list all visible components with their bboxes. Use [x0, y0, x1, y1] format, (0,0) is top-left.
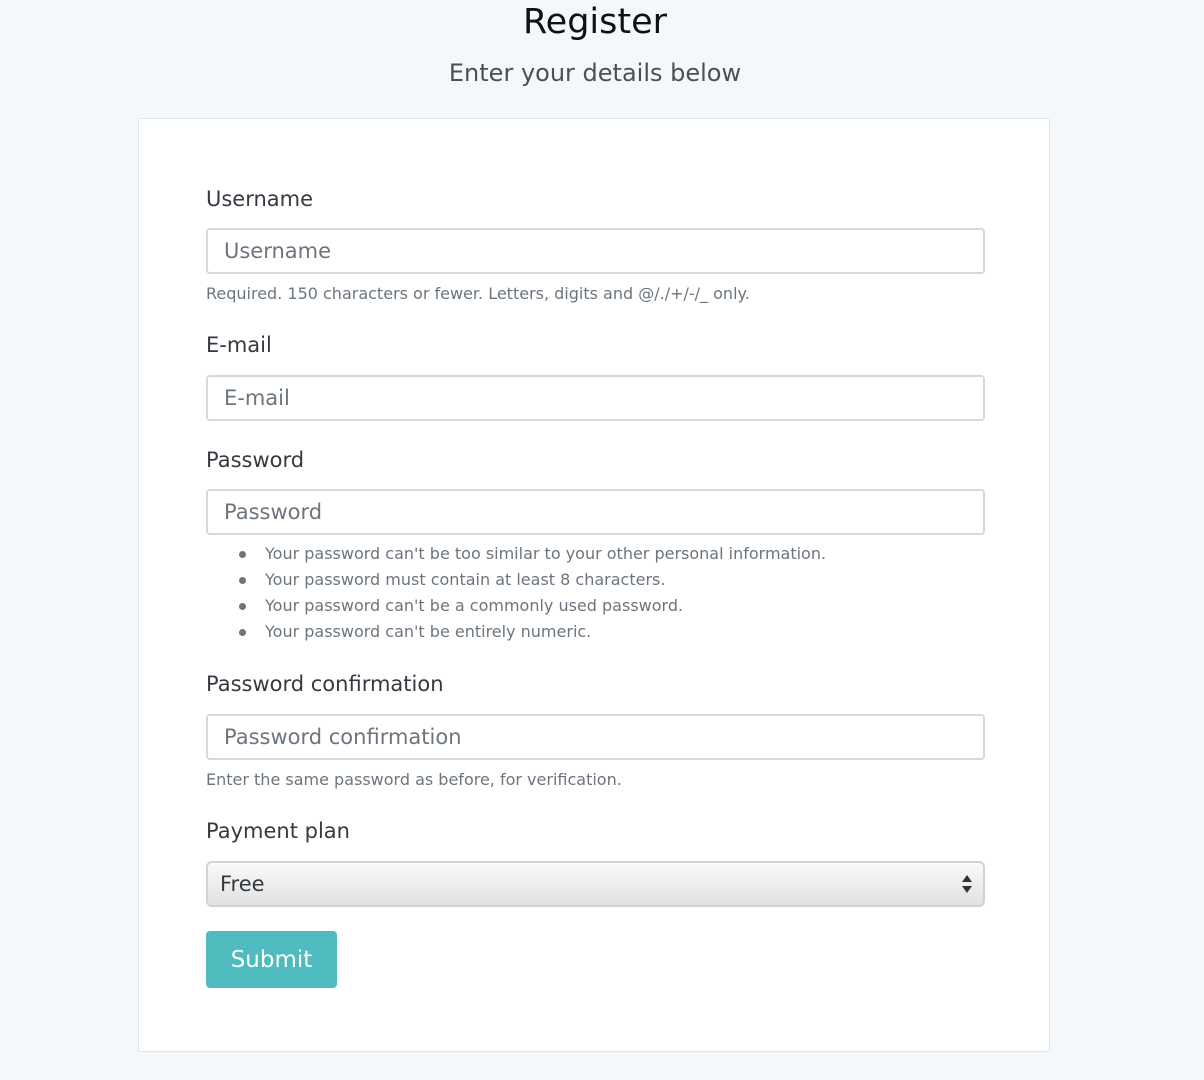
username-label: Username	[206, 187, 314, 211]
page-title: Register	[522, 2, 668, 42]
username-help-text: Required. 150 characters or fewer. Letters, digits and @/./+/-/_ only.	[206, 284, 750, 303]
password-input[interactable]	[206, 489, 985, 535]
registration-card	[138, 118, 1050, 1052]
select-arrows-icon	[961, 872, 973, 896]
password-confirmation-label: Password confirmation	[206, 672, 444, 696]
payment-plan-selected-value: Free	[220, 872, 265, 896]
payment-plan-group	[206, 817, 985, 907]
password-rule-item	[206, 541, 985, 567]
payment-plan-label: Payment plan	[206, 819, 350, 843]
page-subtitle: Enter your details below	[448, 59, 742, 87]
bullet-icon	[239, 551, 246, 558]
username-input[interactable]	[206, 228, 985, 274]
bullet-icon	[239, 577, 246, 584]
password-group	[206, 446, 985, 645]
password-confirmation-input[interactable]	[206, 714, 985, 760]
email-input[interactable]	[206, 375, 985, 421]
password-rule-text: Your password can't be entirely numeric.	[265, 622, 592, 641]
email-group	[206, 331, 985, 421]
password-confirmation-help-text: Enter the same password as before, for verification.	[206, 770, 622, 789]
username-group	[206, 185, 985, 305]
password-rule-text: Your password can't be a commonly used password.	[265, 596, 684, 615]
password-label: Password	[206, 448, 305, 472]
password-rule-item	[206, 619, 985, 645]
password-rule-item	[206, 567, 985, 593]
bullet-icon	[239, 603, 246, 610]
submit-button[interactable]: Submit	[206, 931, 337, 988]
bullet-icon	[239, 629, 246, 636]
payment-plan-select[interactable]	[206, 861, 985, 907]
password-confirmation-group	[206, 670, 985, 791]
password-rule-item	[206, 593, 985, 619]
password-rules-list	[206, 541, 985, 645]
password-rule-text: Your password can't be too similar to your other personal information.	[265, 544, 827, 563]
email-label: E-mail	[206, 333, 272, 357]
password-rule-text: Your password must contain at least 8 characters.	[265, 570, 666, 589]
